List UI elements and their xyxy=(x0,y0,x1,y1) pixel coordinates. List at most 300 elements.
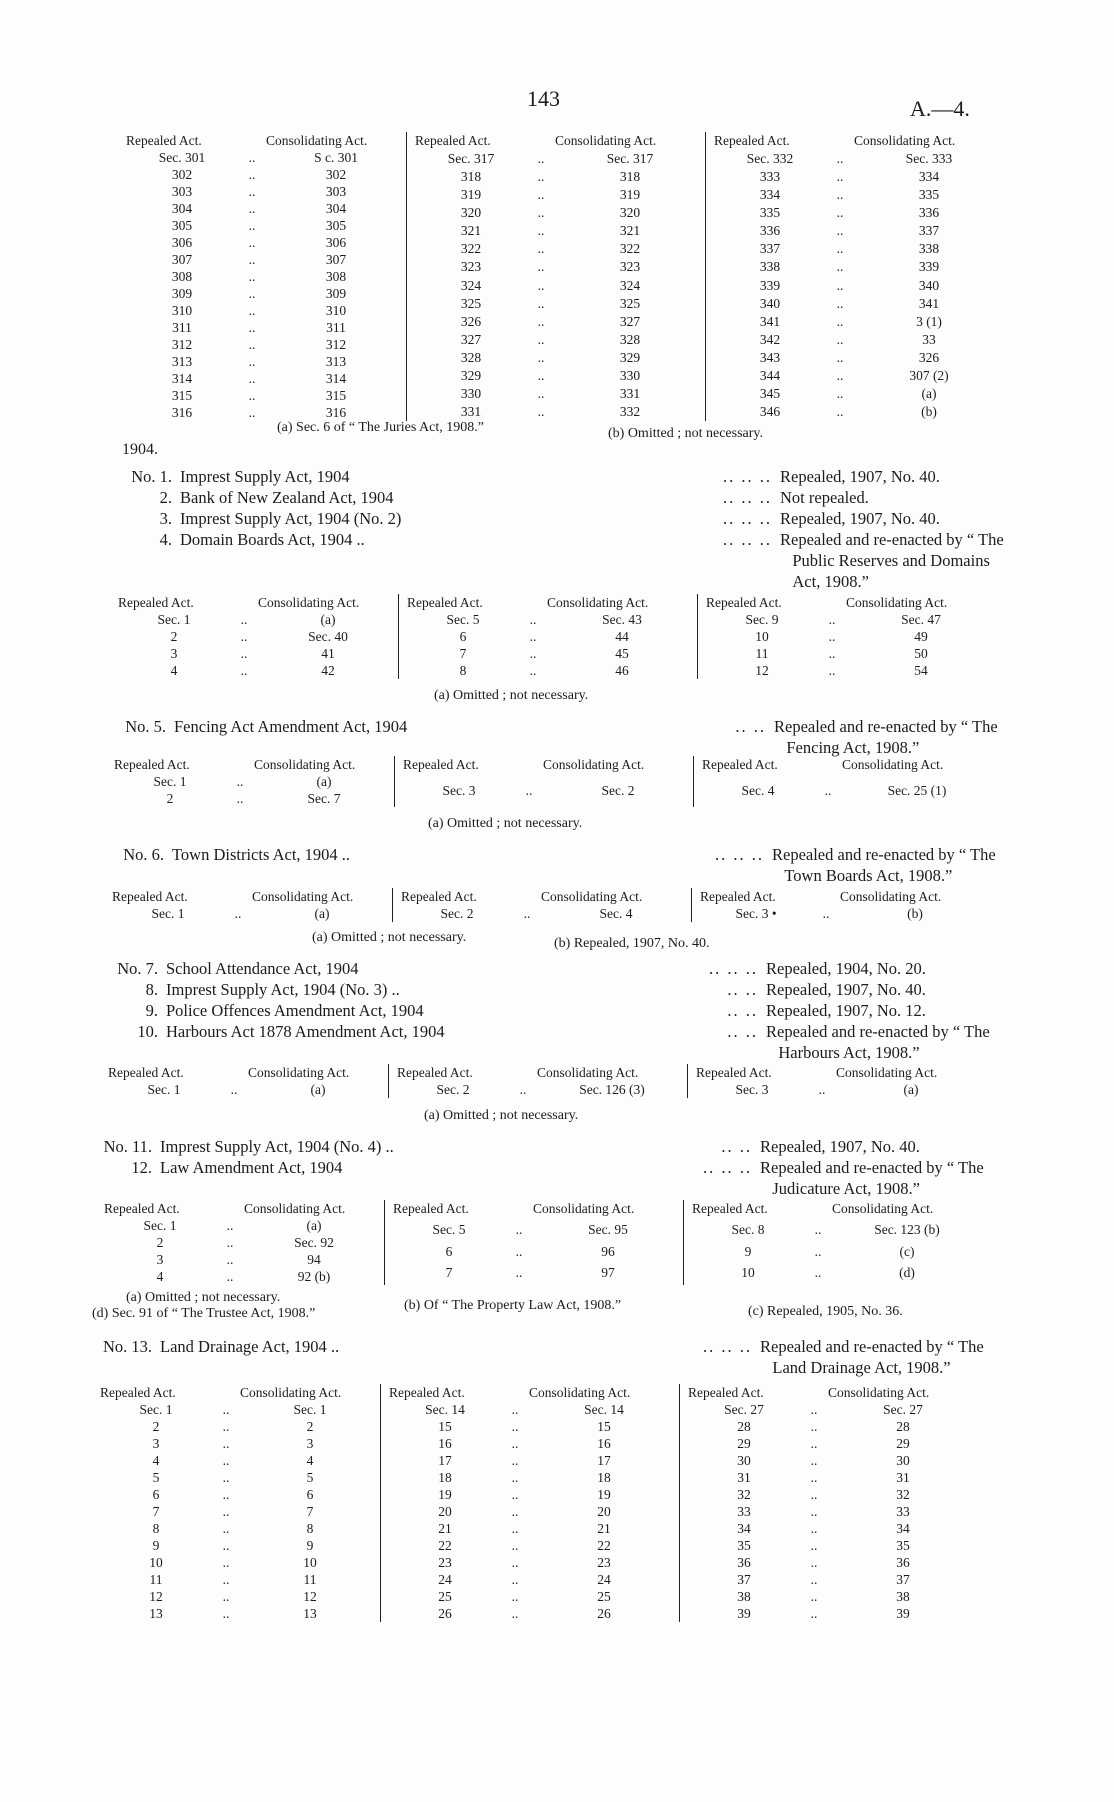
leader-dots: .. xyxy=(515,1222,523,1238)
act-status: Repealed, 1907, No. 40. xyxy=(780,467,940,486)
leader-dots: .. .. .. xyxy=(723,509,772,528)
table-column xyxy=(679,1384,978,1622)
repealed-section: Sec. 1 xyxy=(157,612,191,627)
consolidating-section: (a) xyxy=(310,1082,326,1097)
leader-dots: .. xyxy=(240,629,248,644)
repealed-section: 26 xyxy=(438,1606,452,1621)
repealed-section: 321 xyxy=(460,223,482,239)
consolidating-section: 31 xyxy=(896,1470,910,1485)
repealed-section: 320 xyxy=(460,205,482,221)
consolidating-act-header: Consolidating Act. xyxy=(533,1201,635,1216)
repealed-act-header: Repealed Act. xyxy=(702,757,778,772)
consolidating-section: 338 xyxy=(918,241,940,257)
act-row xyxy=(110,487,1080,508)
consolidating-section: 7 xyxy=(306,1504,314,1519)
repealed-section: Sec. 5 xyxy=(446,612,480,627)
leader-dots: .. xyxy=(537,295,545,311)
repealed-section: 3 xyxy=(170,646,178,661)
repealed-section: 37 xyxy=(737,1572,751,1587)
leader-dots: .. xyxy=(222,1589,230,1604)
repealed-section: Sec. 317 xyxy=(447,151,495,167)
repealed-section: 6 xyxy=(459,629,467,644)
table6-note-a: (a) Omitted ; not necessary. xyxy=(126,1290,281,1305)
leader-dots: .. xyxy=(537,223,545,239)
consolidating-act-header: Consolidating Act. xyxy=(832,1201,934,1216)
repealed-section: 10 xyxy=(149,1555,163,1570)
repealed-section: 344 xyxy=(759,367,781,383)
repealed-section: 329 xyxy=(460,367,482,383)
leader-dots: .. xyxy=(810,1606,818,1621)
repealed-section: 324 xyxy=(460,277,482,293)
consolidating-section: 312 xyxy=(325,337,347,352)
repealed-section: 302 xyxy=(171,167,193,182)
leader-dots: .. xyxy=(814,1264,822,1280)
act-row xyxy=(96,958,1066,979)
repealed-act-header: Repealed Act. xyxy=(403,757,479,772)
consolidating-section: 326 xyxy=(918,349,940,365)
leader-dots: .. xyxy=(236,791,244,806)
consolidating-act-header: Consolidating Act. xyxy=(254,757,356,772)
header-spacer xyxy=(216,1200,244,1217)
consolidating-section: (a) xyxy=(320,612,336,627)
consolidating-section: Sec. 40 xyxy=(308,629,348,644)
consolidating-section: 302 xyxy=(325,167,347,182)
repealed-act-header: Repealed Act. xyxy=(714,133,790,148)
leader-dots: .. xyxy=(836,367,844,383)
leader-dots: .. xyxy=(248,405,256,420)
repealed-section: Sec. 5 xyxy=(432,1222,466,1238)
consolidating-section: 310 xyxy=(325,303,347,318)
leader-dots: .. xyxy=(248,167,256,182)
consolidating-section: 339 xyxy=(918,259,940,275)
repealed-section: 21 xyxy=(438,1521,452,1536)
act-row xyxy=(90,1336,1060,1378)
acts-list-1 xyxy=(110,466,1080,592)
leader-dots: .. xyxy=(222,1555,230,1570)
header-spacer xyxy=(238,132,266,149)
consolidating-section: (d) xyxy=(899,1264,915,1280)
act-number: 9. xyxy=(145,1001,158,1020)
repealed-section: 316 xyxy=(171,405,193,420)
repealed-act-header: Repealed Act. xyxy=(104,1201,180,1216)
consolidating-section: 335 xyxy=(918,187,940,203)
consolidating-section: 97 xyxy=(601,1264,615,1280)
act-status: Repealed and re-enacted by “ The Judicature Act, 1908.” xyxy=(760,1158,984,1198)
leader-dots: .. xyxy=(810,1589,818,1604)
consolidating-section: 96 xyxy=(601,1243,615,1259)
consolidating-section: 42 xyxy=(321,663,335,678)
header-spacer xyxy=(220,1064,248,1081)
act-row xyxy=(96,1000,1066,1021)
repealed-section: 308 xyxy=(171,269,193,284)
header-spacer xyxy=(212,1384,240,1401)
consolidating-section: 26 xyxy=(597,1606,611,1621)
repealed-section: Sec. 1 xyxy=(151,906,185,921)
repealed-section: 12 xyxy=(149,1589,163,1604)
leader-dots: .. .. xyxy=(727,1001,758,1020)
repealed-section: 338 xyxy=(759,259,781,275)
repealed-section: 326 xyxy=(460,313,482,329)
act-row xyxy=(90,1136,1060,1157)
repealed-section: 33 xyxy=(737,1504,751,1519)
leader-dots: .. xyxy=(836,385,844,401)
repealed-section: 334 xyxy=(759,187,781,203)
repealed-section: 333 xyxy=(759,169,781,185)
repealed-act-header: Repealed Act. xyxy=(688,1385,764,1400)
leader-dots: .. xyxy=(828,612,836,627)
repealed-act-header: Repealed Act. xyxy=(112,889,188,904)
consolidating-section: 54 xyxy=(914,663,928,678)
act-row xyxy=(110,466,1080,487)
repealed-section: 24 xyxy=(438,1572,452,1587)
leader-dots: .. xyxy=(537,187,545,203)
repealed-act-header: Repealed Act. xyxy=(407,595,483,610)
table1-note-b: (b) Omitted ; not necessary. xyxy=(608,426,763,441)
leader-dots: .. xyxy=(537,349,545,365)
repealed-section: 23 xyxy=(438,1555,452,1570)
repealed-section: Sec. 27 xyxy=(724,1402,764,1417)
repealed-act-header: Repealed Act. xyxy=(692,1201,768,1216)
leader-dots: .. xyxy=(836,151,844,167)
consolidating-section: Sec. 7 xyxy=(307,791,341,806)
repealed-section: 4 xyxy=(170,663,178,678)
leader-dots: .. xyxy=(537,331,545,347)
table-column xyxy=(398,594,697,679)
consolidating-section: (a) xyxy=(316,774,332,789)
repealed-act-header: Repealed Act. xyxy=(401,889,477,904)
leader-dots: .. xyxy=(810,1402,818,1417)
consolidating-act-header: Consolidating Act. xyxy=(840,889,942,904)
consolidating-section: 29 xyxy=(896,1436,910,1451)
leader-dots: .. xyxy=(836,187,844,203)
consolidating-act-header: Consolidating Act. xyxy=(828,1385,930,1400)
leader-dots: .. xyxy=(248,252,256,267)
leader-dots: .. .. .. xyxy=(703,1158,752,1177)
leader-dots: .. xyxy=(222,1470,230,1485)
leader-dots: .. xyxy=(810,1419,818,1434)
consolidating-section: 324 xyxy=(619,277,641,293)
repealed-section: 345 xyxy=(759,385,781,401)
consolidating-section: 307 xyxy=(325,252,347,267)
leader-dots: .. xyxy=(511,1606,519,1621)
act-number: 3. xyxy=(159,509,172,528)
leader-dots: .. xyxy=(226,1269,234,1284)
year-heading: 1904. xyxy=(122,441,158,458)
repealed-section: 3 xyxy=(156,1252,164,1267)
consolidating-section: 10 xyxy=(303,1555,317,1570)
act-status: Not repealed. xyxy=(780,488,869,507)
consolidating-section: 11 xyxy=(303,1572,317,1587)
table-column xyxy=(705,132,1004,421)
leader-dots: .. xyxy=(525,782,533,798)
leader-dots: .. xyxy=(222,1572,230,1587)
table2-note: (a) Omitted ; not necessary. xyxy=(434,688,589,703)
consolidating-section: Sec. 1 xyxy=(293,1402,327,1417)
consolidating-section: (b) xyxy=(907,906,923,921)
header-spacer xyxy=(501,1384,529,1401)
repealed-section: 9 xyxy=(744,1243,752,1259)
consolidating-section: Sec. 123 (b) xyxy=(874,1222,940,1238)
consolidating-section: 8 xyxy=(306,1521,314,1536)
consolidating-section: 318 xyxy=(619,169,641,185)
leader-dots: .. xyxy=(836,259,844,275)
consolidating-section: 19 xyxy=(597,1487,611,1502)
consolidating-section: 307 (2) xyxy=(909,367,949,383)
leader-dots: .. xyxy=(537,277,545,293)
repealed-section: 12 xyxy=(755,663,769,678)
leader-dots: .. xyxy=(511,1538,519,1553)
consolidating-section: 322 xyxy=(619,241,641,257)
consolidating-act-header: Consolidating Act. xyxy=(854,133,956,148)
consolidating-section: Sec. 2 xyxy=(601,782,635,798)
leader-dots: .. xyxy=(810,1572,818,1587)
repealed-section: 3 xyxy=(152,1436,160,1451)
repealed-section: 343 xyxy=(759,349,781,365)
table4-note-b: (b) Repealed, 1907, No. 40. xyxy=(554,936,710,951)
leader-dots: .. xyxy=(810,1453,818,1468)
repealed-section: 335 xyxy=(759,205,781,221)
repealed-section: 2 xyxy=(152,1419,160,1434)
table-column xyxy=(406,132,705,421)
consolidating-section: 13 xyxy=(303,1606,317,1621)
consolidating-section: 316 xyxy=(325,405,347,420)
leader-dots: .. xyxy=(248,218,256,233)
leader-dots: .. xyxy=(818,1082,826,1097)
acts-list-2 xyxy=(96,958,1066,1063)
header-spacer xyxy=(509,1064,537,1081)
table-column xyxy=(126,132,406,421)
leader-dots: .. xyxy=(511,1589,519,1604)
leader-dots: .. xyxy=(822,906,830,921)
consolidating-section: 28 xyxy=(896,1419,910,1434)
correspondence-table-5 xyxy=(108,1064,986,1098)
repealed-section: 2 xyxy=(166,791,174,806)
repealed-section: 325 xyxy=(460,295,482,311)
leader-dots: .. xyxy=(810,1504,818,1519)
repealed-section: 19 xyxy=(438,1487,452,1502)
leader-dots: .. xyxy=(523,906,531,921)
leader-dots: .. .. .. xyxy=(723,467,772,486)
consolidating-section: 332 xyxy=(619,403,641,419)
repealed-section: 336 xyxy=(759,223,781,239)
leader-dots: .. xyxy=(537,205,545,221)
act-no-13 xyxy=(90,1336,1060,1378)
consolidating-section: 16 xyxy=(597,1436,611,1451)
leader-dots: .. xyxy=(511,1470,519,1485)
leader-dots: .. xyxy=(222,1521,230,1536)
act-title: Imprest Supply Act, 1904 (No. 3) .. xyxy=(166,980,400,999)
header-spacer xyxy=(818,594,846,611)
leader-dots: .. xyxy=(248,320,256,335)
header-spacer xyxy=(826,132,854,150)
leader-dots: .. xyxy=(515,1243,523,1259)
act-status: Repealed and re-enacted by “ The Town Boards Act, 1908.” xyxy=(772,845,996,885)
leader-dots: .. xyxy=(537,259,545,275)
act-no-5 xyxy=(104,716,1074,758)
consolidating-section: Sec. 92 xyxy=(294,1235,334,1250)
leader-dots: .. xyxy=(248,388,256,403)
repealed-section: 4 xyxy=(152,1453,160,1468)
header-spacer xyxy=(812,888,840,905)
consolidating-section: 303 xyxy=(325,184,347,199)
repealed-section: 322 xyxy=(460,241,482,257)
repealed-section: 340 xyxy=(759,295,781,311)
header-spacer xyxy=(808,1064,836,1081)
repealed-act-header: Repealed Act. xyxy=(114,757,190,772)
leader-dots: .. xyxy=(836,241,844,257)
leader-dots: .. xyxy=(836,205,844,221)
header-spacer xyxy=(515,756,543,782)
repealed-section: 312 xyxy=(171,337,193,352)
repealed-section: 35 xyxy=(737,1538,751,1553)
repealed-section: Sec. 1 xyxy=(143,1218,177,1233)
leader-dots: .. xyxy=(236,774,244,789)
repealed-act-header: Repealed Act. xyxy=(100,1385,176,1400)
leader-dots: .. xyxy=(836,169,844,185)
repealed-section: 5 xyxy=(152,1470,160,1485)
consolidating-act-header: Consolidating Act. xyxy=(537,1065,639,1080)
leader-dots: .. xyxy=(240,663,248,678)
consolidating-section: 315 xyxy=(325,388,347,403)
leader-dots: .. xyxy=(511,1572,519,1587)
leader-dots: .. xyxy=(222,1453,230,1468)
repealed-section: 7 xyxy=(459,646,467,661)
consolidating-section: 327 xyxy=(619,313,641,329)
act-number: No. 5. xyxy=(125,717,166,736)
consolidating-section: 313 xyxy=(325,354,347,369)
act-number: No. 6. xyxy=(123,845,164,864)
repealed-section: 7 xyxy=(445,1264,453,1280)
table-column xyxy=(392,888,691,922)
leader-dots: .. xyxy=(222,1487,230,1502)
table-column xyxy=(691,888,990,922)
leader-dots: .. .. xyxy=(727,1022,758,1041)
leader-dots: .. xyxy=(836,313,844,329)
leader-dots: .. xyxy=(824,782,832,798)
header-spacer xyxy=(513,888,541,905)
table6-note-c: (c) Repealed, 1905, No. 36. xyxy=(748,1304,903,1319)
repealed-section: 319 xyxy=(460,187,482,203)
consolidating-section: 23 xyxy=(597,1555,611,1570)
header-spacer xyxy=(814,756,842,782)
consolidating-section: 38 xyxy=(896,1589,910,1604)
repealed-section: 303 xyxy=(171,184,193,199)
repealed-section: 314 xyxy=(171,371,193,386)
consolidating-section: 33 xyxy=(896,1504,910,1519)
leader-dots: .. xyxy=(529,612,537,627)
repealed-section: 330 xyxy=(460,385,482,401)
repealed-section: 34 xyxy=(737,1521,751,1536)
table1-note-a: (a) Sec. 6 of “ The Juries Act, 1908.” xyxy=(277,420,484,435)
consolidating-section: 37 xyxy=(896,1572,910,1587)
repealed-section: Sec. 4 xyxy=(741,782,775,798)
leader-dots: .. xyxy=(537,151,545,167)
repealed-section: Sec. 332 xyxy=(746,151,794,167)
leader-dots: .. xyxy=(537,403,545,419)
consolidating-section: 39 xyxy=(896,1606,910,1621)
consolidating-section: (a) xyxy=(306,1218,322,1233)
consolidating-act-header: Consolidating Act. xyxy=(248,1065,350,1080)
repealed-section: 13 xyxy=(149,1606,163,1621)
repealed-section: Sec. 2 xyxy=(440,906,474,921)
repealed-section: 25 xyxy=(438,1589,452,1604)
leader-dots: .. xyxy=(810,1521,818,1536)
header-spacer xyxy=(800,1384,828,1401)
consolidating-section: 319 xyxy=(619,187,641,203)
act-status: Repealed, 1907, No. 12. xyxy=(766,1001,926,1020)
act-row xyxy=(96,1021,1066,1063)
consolidating-section: 17 xyxy=(597,1453,611,1468)
consolidating-section: Sec. 25 (1) xyxy=(887,782,947,798)
consolidating-section: Sec. 126 (3) xyxy=(579,1082,645,1097)
consolidating-section: 340 xyxy=(918,277,940,293)
leader-dots: .. .. .. xyxy=(723,530,772,549)
leader-dots: .. xyxy=(537,313,545,329)
act-status: Repealed and re-enacted by “ The Harbours Act, 1908.” xyxy=(766,1022,990,1062)
table-column xyxy=(380,1384,679,1622)
table6-note-d: (d) Sec. 91 of “ The Trustee Act, 1908.” xyxy=(92,1306,316,1321)
leader-dots: .. xyxy=(836,277,844,293)
act-status: Repealed, 1904, No. 20. xyxy=(766,959,926,978)
consolidating-section: 314 xyxy=(325,371,347,386)
act-status: Repealed, 1907, No. 40. xyxy=(766,980,926,999)
leader-dots: .. xyxy=(248,286,256,301)
consolidating-section: (a) xyxy=(314,906,330,921)
correspondence-table-1 xyxy=(126,132,1004,421)
table-column xyxy=(118,594,398,679)
header-spacer xyxy=(804,1200,832,1221)
repealed-act-header: Repealed Act. xyxy=(126,133,202,148)
repealed-section: 323 xyxy=(460,259,482,275)
act-title: Imprest Supply Act, 1904 xyxy=(180,467,350,486)
consolidating-section: (a) xyxy=(903,1082,919,1097)
consolidating-act-header: Consolidating Act. xyxy=(244,1201,346,1216)
header-spacer xyxy=(519,594,547,611)
leader-dots: .. xyxy=(248,201,256,216)
leader-dots: .. xyxy=(537,367,545,383)
repealed-section: Sec. 1 xyxy=(139,1402,173,1417)
consolidating-section: 304 xyxy=(325,201,347,216)
leader-dots: .. xyxy=(226,1235,234,1250)
leader-dots: .. xyxy=(814,1222,822,1238)
leader-dots: .. xyxy=(240,612,248,627)
repealed-section: 11 xyxy=(755,646,769,661)
consolidating-section: 35 xyxy=(896,1538,910,1553)
leader-dots: .. xyxy=(836,403,844,419)
act-title: School Attendance Act, 1904 xyxy=(166,959,359,978)
table-column xyxy=(394,756,693,807)
repealed-section: 31 xyxy=(737,1470,751,1485)
leader-dots: .. xyxy=(511,1521,519,1536)
consolidating-section: 337 xyxy=(918,223,940,239)
repealed-act-header: Repealed Act. xyxy=(415,133,491,148)
repealed-section: 10 xyxy=(741,1264,755,1280)
leader-dots: .. xyxy=(222,1419,230,1434)
repealed-section: 2 xyxy=(156,1235,164,1250)
consolidating-section: Sec. 95 xyxy=(588,1222,628,1238)
leader-dots: .. xyxy=(810,1470,818,1485)
consolidating-section: Sec. 27 xyxy=(883,1402,923,1417)
repealed-act-header: Repealed Act. xyxy=(696,1065,772,1080)
repealed-section: 318 xyxy=(460,169,482,185)
consolidating-section: 44 xyxy=(615,629,629,644)
act-status: Repealed and re-enacted by “ The Public Reserves and Domains Act, 1908.” xyxy=(780,530,1004,591)
repealed-section: 339 xyxy=(759,277,781,293)
act-status: Repealed and re-enacted by “ The Land Drainage Act, 1908.” xyxy=(760,1337,984,1377)
leader-dots: .. xyxy=(511,1487,519,1502)
leader-dots: .. xyxy=(515,1264,523,1280)
leader-dots: .. xyxy=(240,646,248,661)
